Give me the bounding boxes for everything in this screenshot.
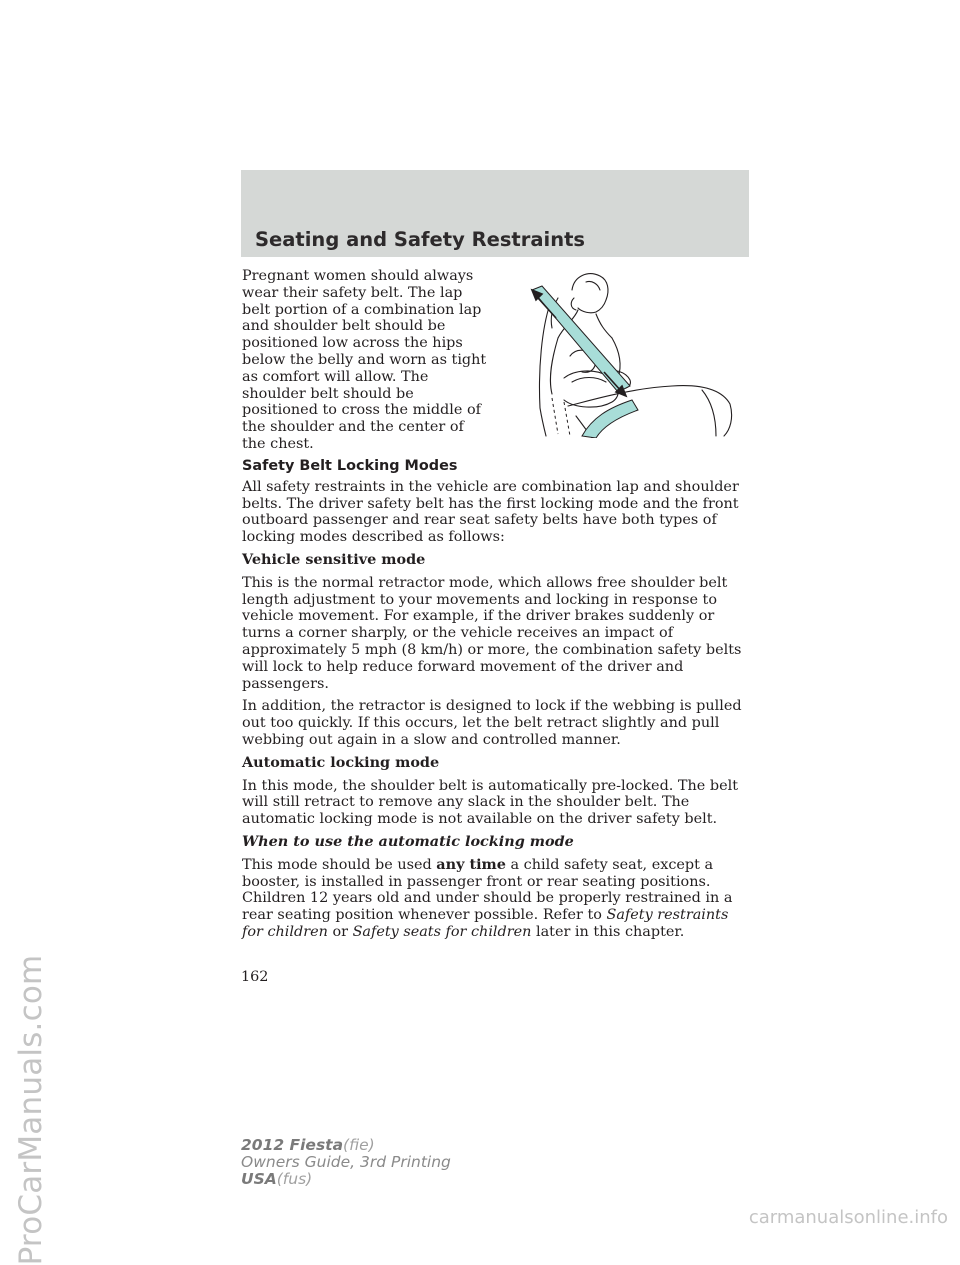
vehicle-sensitive-paragraph: This is the normal retractor mode, which allows free shoulder belt length adjustment to your movements and locking in response to vehicle movement. For example, if the driver brakes suddenly or turns a corner sharply, or the vehicle receives an impact of approximately 5 mph (8 km/h) or more, the combination safety belts will lock to help reduce forward movement of the driver and passengers. bbox=[242, 574, 742, 692]
vehicle-sensitive-heading: Vehicle sensitive mode bbox=[242, 550, 426, 568]
when-text-mid: a child safety seat, except a booster, is installed in passenger front or rear seating positions. Children 12 years old and under should be properly restrained in a rear seating position whenever possible. Refer to bbox=[242, 856, 733, 924]
when-text-post: later in this chapter. bbox=[535, 923, 685, 940]
section-header bbox=[241, 170, 749, 257]
automatic-locking-paragraph: In this mode, the shoulder belt is automatically pre-locked. The belt will still retract to remove any slack in the shoulder belt. The automatic locking mode is not available on the driver safety belt. bbox=[242, 777, 739, 828]
retractor-paragraph: In addition, the retractor is designed to lock if the webbing is pulled out too quickly. If this occurs, let the belt retract slightly and pull webbing out again in a slow and controlled manner. bbox=[242, 698, 742, 748]
when-to-use-heading: When to use the automatic locking mode bbox=[242, 832, 574, 850]
footer-model-code: (fie) bbox=[343, 1136, 375, 1154]
page-content bbox=[242, 268, 750, 947]
side-watermark-text: ProCarManuals.com bbox=[13, 954, 49, 1265]
footer bbox=[241, 1137, 451, 1188]
when-text-pre: This mode should be used bbox=[242, 856, 432, 873]
footer-line-1 bbox=[241, 1137, 451, 1154]
locking-modes-paragraph: All safety restraints in the vehicle are combination lap and shoulder belts. The driver safety belt has the first locking mode and the front outboard passenger and rear seat safety belts have both types of locking modes described as follows: bbox=[242, 478, 739, 546]
when-text-bold: any time bbox=[436, 855, 506, 873]
when-text-or: or bbox=[332, 923, 348, 940]
intro-block bbox=[242, 268, 750, 452]
page-number: 162 bbox=[241, 969, 269, 985]
intro-paragraph: Pregnant women should always wear their safety belt. The lap belt portion of a combination lap and shoulder belt should be positioned low across the hips below the belly and worn as tight as comfort will allow. The shoulder belt should be positioned to cross the middle of the shoulder and the center of the chest. bbox=[242, 268, 487, 452]
reference-children-restraints: Safety restraints for children bbox=[242, 907, 729, 940]
bottom-watermark: carmanualsonline.info bbox=[748, 1207, 948, 1228]
footer-line-3 bbox=[241, 1171, 451, 1188]
footer-market: USA bbox=[241, 1170, 277, 1188]
locking-modes-heading: Safety Belt Locking Modes bbox=[242, 458, 458, 474]
footer-model: 2012 Fiesta bbox=[241, 1136, 344, 1154]
automatic-locking-heading: Automatic locking mode bbox=[242, 753, 440, 771]
footer-line-2: Owners Guide, 3rd Printing bbox=[241, 1153, 451, 1171]
pregnant-woman-safety-belt-illustration bbox=[512, 268, 752, 438]
when-to-use-paragraph bbox=[242, 857, 750, 941]
section-title: Seating and Safety Restraints bbox=[255, 228, 586, 251]
reference-children-seats: Safety seats for children bbox=[352, 923, 532, 940]
footer-market-code: (fus) bbox=[276, 1170, 313, 1188]
side-watermark bbox=[0, 0, 62, 1265]
